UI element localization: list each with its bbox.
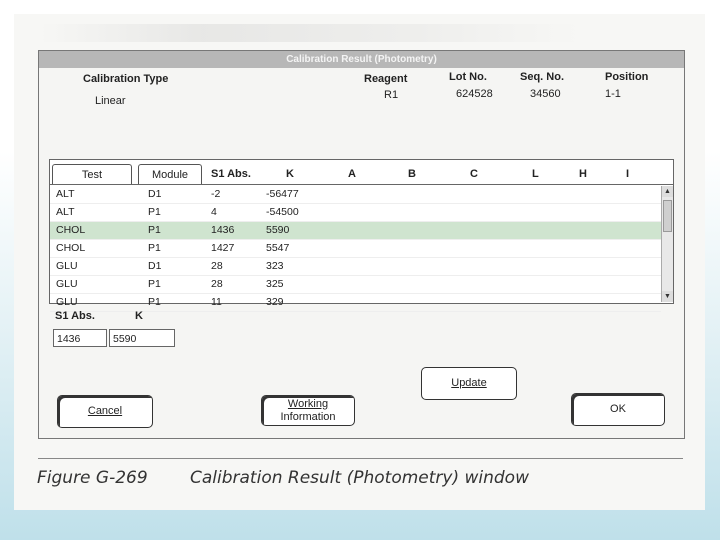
update-label: Update (451, 377, 487, 389)
table-scrollbar[interactable] (661, 186, 673, 302)
ok-label: OK (610, 403, 626, 415)
cell-module: D1 (148, 260, 162, 272)
table-row[interactable] (50, 204, 661, 222)
cell-module: D1 (148, 188, 162, 200)
cell-test: CHOL (56, 224, 86, 236)
scroll-thumb[interactable] (663, 200, 672, 232)
cell-module: P1 (148, 242, 161, 254)
update-button[interactable] (421, 367, 517, 400)
lot-number-label: Lot No. (449, 71, 487, 83)
caption-rule (38, 458, 683, 459)
reagent-value: R1 (384, 89, 399, 101)
cell-k: 323 (266, 260, 284, 272)
cell-test: ALT (56, 188, 75, 200)
cell-test: GLU (56, 296, 78, 308)
scroll-down-icon[interactable]: ▼ (662, 291, 673, 302)
cell-module: P1 (148, 224, 161, 236)
scan-smudge (40, 24, 580, 42)
table-row[interactable] (50, 240, 661, 258)
reagent-label: Reagent (364, 73, 408, 85)
position-value: 1-1 (605, 88, 621, 100)
detail-s1-abs-label: S1 Abs. (55, 310, 95, 322)
cell-test: GLU (56, 278, 78, 290)
column-header-h[interactable]: H (579, 168, 587, 180)
sequence-number-label: Seq. No. (520, 71, 565, 83)
cell-k: 5547 (266, 242, 290, 254)
column-header-k[interactable]: K (286, 168, 294, 180)
column-header-c[interactable]: C (470, 168, 478, 180)
cell-k: 329 (266, 296, 284, 308)
table-row[interactable] (50, 276, 661, 294)
header-divider (50, 184, 673, 185)
cell-s1-abs: 11 (211, 296, 222, 308)
calibration-results-table (49, 159, 674, 308)
calibration-result-window (38, 50, 685, 439)
cell-module: P1 (148, 278, 161, 290)
cancel-label: Cancel (87, 405, 123, 417)
cell-s1-abs: 1427 (211, 242, 235, 254)
cell-test: CHOL (56, 242, 86, 254)
column-header-l[interactable]: L (532, 168, 539, 180)
position-label: Position (605, 71, 649, 83)
cell-k: -54500 (266, 206, 299, 218)
scroll-up-icon[interactable]: ▲ (662, 186, 673, 197)
tab-test[interactable]: Test (52, 164, 132, 185)
column-header-b[interactable]: B (408, 168, 416, 180)
lot-number-value: 624528 (456, 88, 493, 100)
table-row[interactable] (50, 186, 661, 204)
cell-module: P1 (148, 206, 161, 218)
s1-abs-field[interactable]: 1436 (53, 329, 107, 347)
cell-s1-abs: 28 (211, 278, 223, 290)
figure-caption: Calibration Result (Photometry) window (190, 468, 529, 488)
cell-s1-abs: 1436 (211, 224, 235, 236)
column-header-s1-abs[interactable]: S1 Abs. (211, 168, 251, 180)
calibration-type-label: Calibration Type (83, 73, 169, 85)
figure-number: Figure G-269 (37, 468, 148, 488)
cell-k: -56477 (266, 188, 299, 200)
cell-k: 5590 (266, 224, 290, 236)
table-row[interactable] (50, 258, 661, 276)
window-title: Calibration Result (Photometry) (39, 51, 684, 68)
cell-module: P1 (148, 296, 161, 308)
table-rows (50, 186, 661, 312)
cell-k: 325 (266, 278, 284, 290)
k-field[interactable]: 5590 (109, 329, 175, 347)
column-header-i[interactable]: I (626, 168, 630, 180)
working-label: Working (287, 398, 329, 410)
information-label: Information (280, 411, 336, 423)
cancel-button[interactable] (57, 395, 153, 428)
sequence-number-value: 34560 (530, 88, 561, 100)
cell-s1-abs: 28 (211, 260, 223, 272)
cell-s1-abs: 4 (211, 206, 217, 218)
column-header-a[interactable]: A (348, 168, 356, 180)
ok-button[interactable] (571, 393, 665, 426)
cell-test: GLU (56, 260, 78, 272)
detail-k-label: K (135, 310, 143, 322)
calibration-type-value: Linear (95, 95, 126, 107)
cell-s1-abs: -2 (211, 188, 221, 200)
working-information-button[interactable] (261, 395, 355, 426)
cell-test: ALT (56, 206, 75, 218)
tab-module[interactable]: Module (138, 164, 202, 185)
table-row-selected[interactable] (50, 222, 661, 240)
